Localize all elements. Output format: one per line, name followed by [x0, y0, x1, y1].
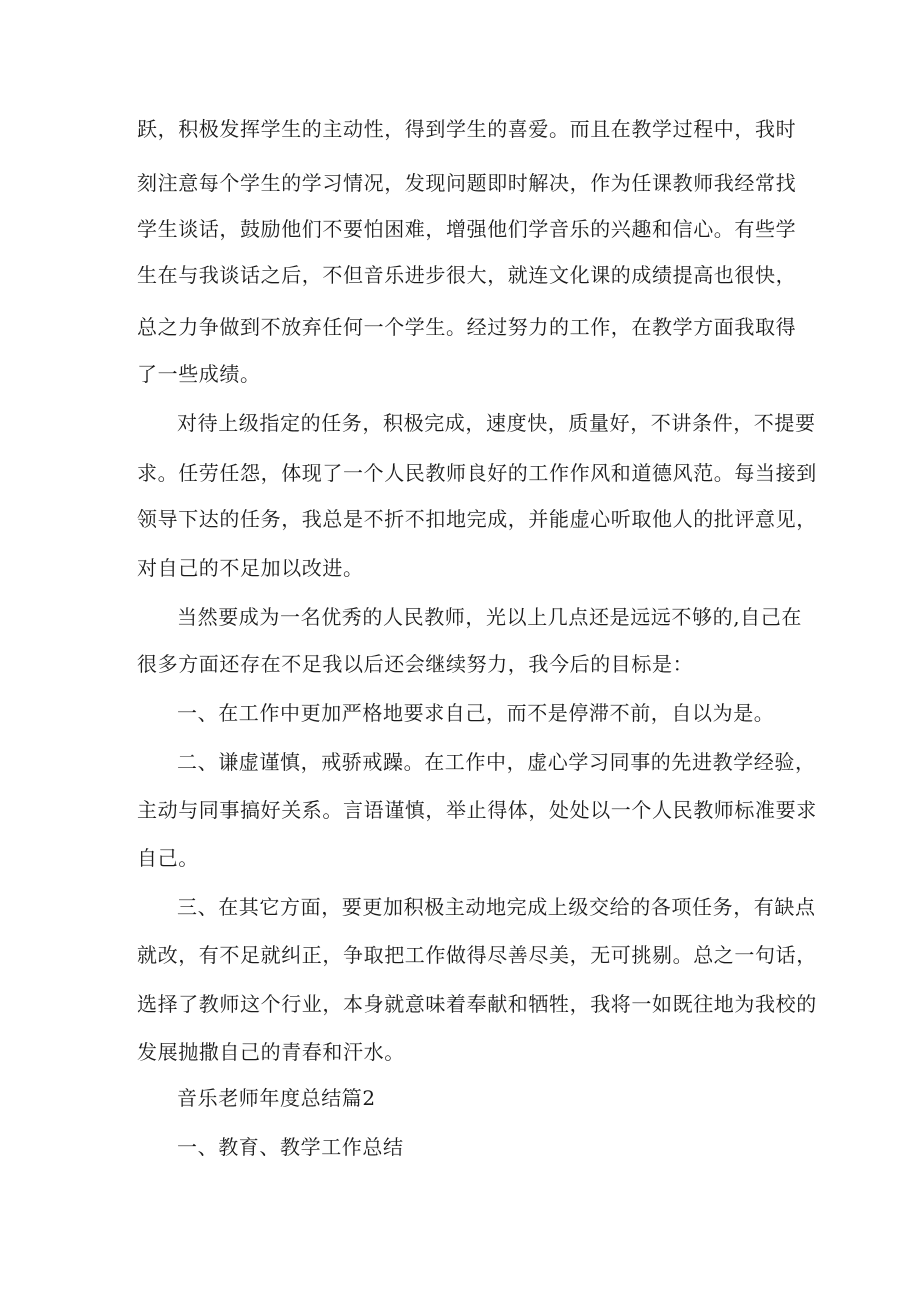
paragraph-line: 学生谈话，鼓励他们不要怕困难，增强他们学音乐的兴趣和信心。有些学 [137, 217, 797, 241]
paragraph-line: 跃，积极发挥学生的主动性，得到学生的喜爱。而且在教学过程中，我时 [137, 117, 797, 141]
paragraph-line: 对自己的不足加以改进。 [137, 556, 364, 580]
paragraph-line: 刻注意每个学生的学习情况，发现问题即时解决，作为任课教师我经常找 [137, 171, 797, 195]
paragraph-line: 就改，有不足就纠正，争取把工作做得尽善尽美，无可挑剔。总之一句话， [137, 943, 817, 967]
list-item-line: 一、在工作中更加严格地要求自己，而不是停滞不前，自以为是。 [177, 701, 775, 725]
paragraph-line: 主动与同事搞好关系。言语谨慎，举止得体，处处以一个人民教师标准要求 [137, 798, 817, 822]
paragraph-line: 对待上级指定的任务，积极完成，速度快，质量好，不讲条件，不提要 [177, 411, 816, 435]
paragraph-line: 自己。 [137, 846, 199, 870]
subsection-heading: 一、教育、教学工作总结 [177, 1135, 404, 1159]
paragraph-line: 当然要成为一名优秀的人民教师，光以上几点还是远远不够的,自己在 [177, 605, 802, 629]
paragraph-line: 选择了教师这个行业，本身就意味着奉献和牺牲，我将一如既往地为我校的 [137, 992, 817, 1016]
list-item-line: 二、谦虚谨慎，戒骄戒躁。在工作中，虚心学习同事的先进教学经验， [177, 750, 816, 774]
paragraph-line: 领导下达的任务，我总是不折不扣地完成，并能虚心听取他人的批评意见， [137, 507, 817, 531]
list-item-line: 三、在其它方面，要更加积极主动地完成上级交给的各项任务，有缺点 [177, 895, 816, 919]
paragraph-line: 生在与我谈话之后，不但音乐进步很大，就连文化课的成绩提高也很快， [137, 263, 797, 287]
paragraph-line: 求。任劳任怨，体现了一个人民教师良好的工作作风和道德风范。每当接到 [137, 461, 817, 485]
paragraph-line: 发展抛撒自己的青春和汗水。 [137, 1040, 405, 1064]
paragraph-line: 很多方面还存在不足我以后还会继续努力，我今后的目标是： [137, 652, 694, 676]
paragraph-line: 总之力争做到不放弃任何一个学生。经过努力的工作，在教学方面我取得 [137, 315, 797, 339]
paragraph-line: 了一些成绩。 [137, 362, 261, 386]
section-heading: 音乐老师年度总结篇2 [177, 1086, 376, 1110]
